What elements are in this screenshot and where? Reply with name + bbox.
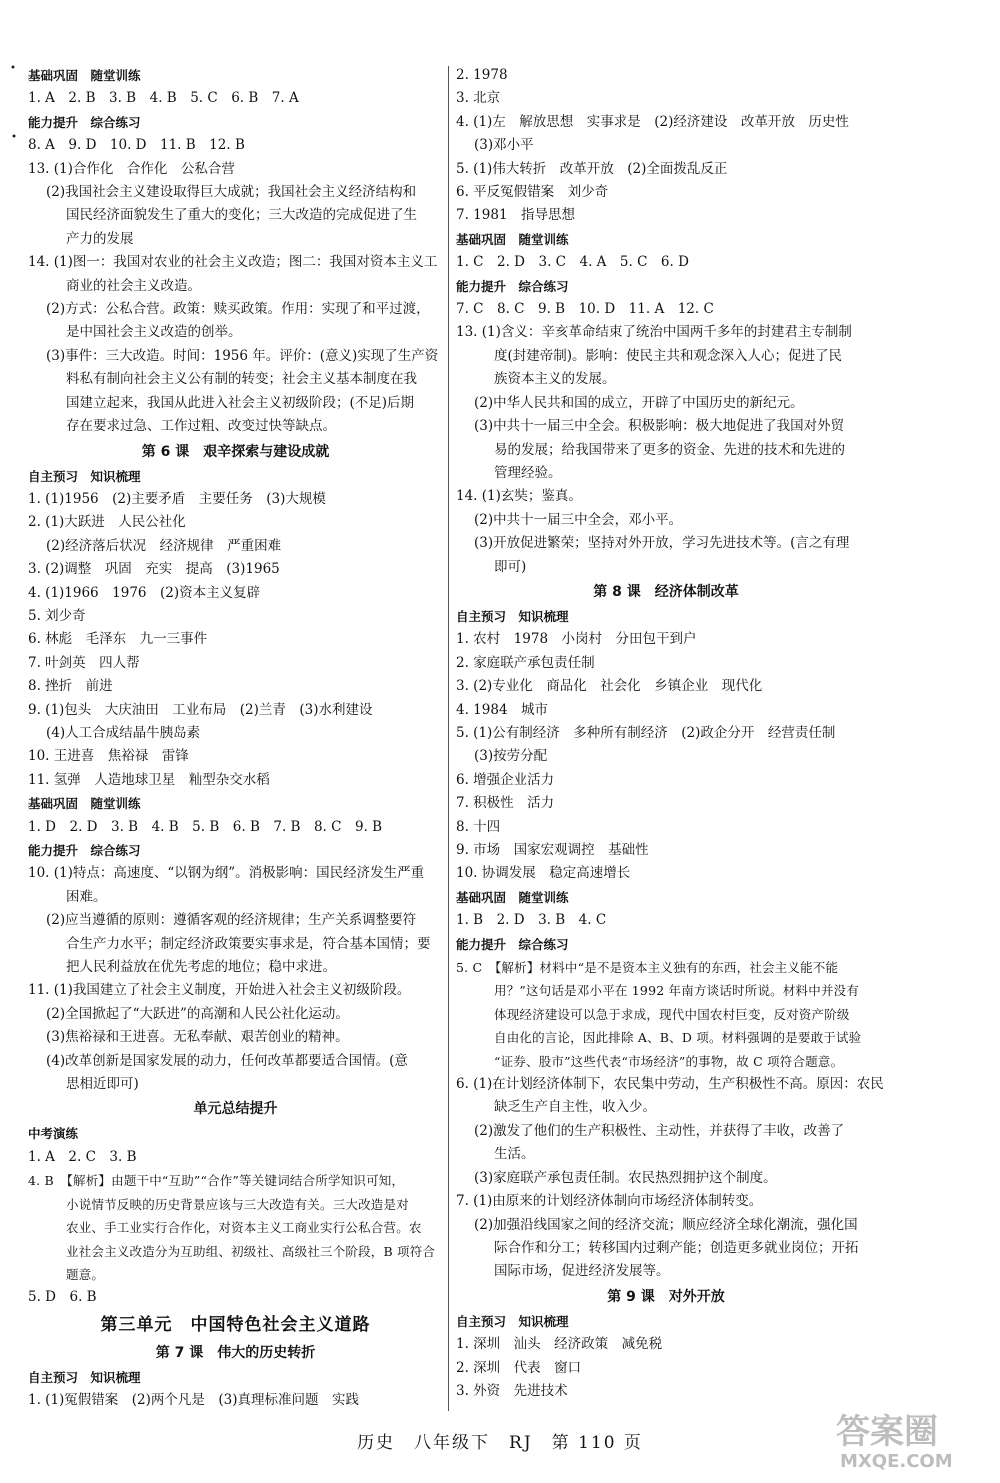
analysis-continuation: 用？”这句话是邓小平在 1992 年南方谈话时所说。材料中并没有	[494, 983, 860, 999]
answer-subline: (3)中共十一届三中全会。积极影响：极大地促进了我国对外贸	[474, 418, 845, 435]
answer-line: 1. C 2. D 3. C 4. A 5. C 6. D	[456, 254, 689, 271]
answer-line: 5. 刘少奇	[28, 607, 86, 624]
answer-continuation: 际合作和分工；转移国内过剩产能；创造更多就业岗位；开拓	[494, 1239, 859, 1256]
section-heading: 自主预习 知识梳理	[456, 608, 569, 624]
answer-continuation: 困难。	[66, 888, 107, 905]
answer-line: 5. D 6. B	[28, 1289, 97, 1306]
answer-line: 11. 氢弹 人造地球卫星 籼型杂交水稻	[28, 771, 270, 788]
answer-line: 11. (1)我国建立了社会主义制度，开始进入社会主义初级阶段。	[28, 982, 411, 999]
answer-line: 13. (1)合作化 合作化 公私合营	[28, 160, 235, 177]
section-heading: 基础巩固 随堂训练	[456, 231, 569, 247]
answer-line: 8. 十四	[456, 818, 501, 835]
answer-continuation: 存在要求过急、工作过粗、改变过快等缺点。	[66, 418, 336, 435]
answer-continuation: 国民经济面貌发生了重大的变化；三大改造的完成促进了生	[66, 207, 417, 224]
analysis-continuation: “证券、股市”这些代表“市场经济”的事物，故 C 项符合题意。	[494, 1053, 844, 1069]
svg-text:MXQE.COM: MXQE.COM	[840, 1451, 953, 1472]
analysis-continuation: 体现经济建设可以急于求成，现代中国农村巨变，反对资产阶级	[494, 1006, 850, 1022]
answer-line: 2. 1978	[456, 67, 508, 83]
answer-continuation: 国建立起来，我国从此进入社会主义初级阶段；(不足)后期	[66, 394, 415, 411]
answer-subline: (2)中华人民共和国的成立，开辟了中国历史的新纪元。	[474, 394, 804, 411]
answer-line: 2. 深圳 代表 窗口	[456, 1359, 582, 1376]
answer-line: 4. 1984 城市	[456, 701, 549, 718]
section-heading: 能力提升 综合练习	[456, 278, 569, 294]
page-footer: 历史 八年级下 RJ 第 110 页	[357, 1433, 643, 1453]
answer-line: 10. 王进喜 焦裕禄 雷锋	[28, 748, 189, 765]
answer-subline: (2)方式：公私合营。政策：赎买政策。作用：实现了和平过渡，	[46, 301, 430, 318]
answer-subline: (2)全国掀起了“大跃进”的高潮和人民公社化运动。	[46, 1005, 349, 1022]
answer-line: 14. (1)玄奘；鉴真。	[456, 488, 582, 505]
answer-subline: (2)加强沿线国家之间的经济交流；顺应经济全球化潮流，强化国	[474, 1216, 858, 1233]
section-heading: 自主预习 知识梳理	[456, 1313, 569, 1329]
answer-line: 6. 林彪 毛泽东 九一三事件	[28, 631, 208, 648]
answer-continuation: 把人民利益放在优先考虑的地位；稳中求进。	[66, 959, 336, 976]
answer-continuation: 合生产力水平；制定经济政策要实事求是，符合基本国情；要	[66, 935, 431, 952]
lesson-title: 第 8 课 经济体制改革	[593, 583, 739, 600]
answer-line: 2. 家庭联产承包责任制	[456, 654, 595, 671]
answer-subline: (2)应当遵循的原则：遵循客观的经济规律；生产关系调整要符	[46, 912, 417, 929]
answer-continuation: 易的发展；给我国带来了更多的资金、先进的技术和先进的	[494, 441, 845, 458]
lesson-title: 第 9 课 对外开放	[607, 1288, 725, 1305]
answer-continuation: 生活。	[494, 1146, 535, 1163]
answer-line: 6. 平反冤假错案 刘少奇	[456, 184, 609, 201]
section-heading: 能力提升 综合练习	[28, 114, 141, 130]
answer-continuation: 思相近即可)	[66, 1076, 139, 1093]
answer-line: 14. (1)图一：我国对农业的社会主义改造；图二：我国对资本主义工	[28, 254, 438, 271]
answer-subline: (2)经济落后状况 经济规律 严重困难	[46, 537, 282, 554]
answer-line: 1. D 2. D 3. B 4. B 5. B 6. B 7. B 8. C 9. B	[28, 818, 383, 835]
answer-line: 5. (1)伟大转折 改革开放 (2)全面拨乱反正	[456, 160, 728, 177]
answer-continuation: 度(封建帝制)。影响：使民主共和观念深入人心；促进了民	[494, 347, 843, 364]
answer-line: 1. B 2. D 3. B 4. C	[456, 912, 607, 929]
analysis-continuation: 题意。	[66, 1266, 105, 1282]
answer-line: 6. 增强企业活力	[456, 771, 555, 788]
answer-line: 3. (2)调整 巩固 充实 提高 (3)1965	[28, 561, 280, 578]
answer-subline: (4)改革创新是国家发展的动力，任何改革都要适合国情。(意	[46, 1052, 408, 1069]
section-heading: 自主预习 知识梳理	[28, 1369, 141, 1385]
left-column	[28, 64, 443, 1413]
unit-title: 第三单元 中国特色社会主义道路	[100, 1314, 371, 1335]
answer-line: 13. (1)含义：辛亥革命结束了统治中国两千多年的封建君主专制制	[456, 324, 852, 341]
answer-line: 7. 1981 指导思想	[456, 207, 576, 224]
answer-continuation: 产力的发展	[66, 230, 134, 247]
answer-subline: (4)人工合成结晶牛胰岛素	[46, 724, 201, 741]
answer-line: 4. (1)左 解放思想 实事求是 (2)经济建设 改革开放 历史性	[456, 113, 849, 130]
answer-line: 5. (1)公有制经济 多种所有制经济 (2)政企分开 经营责任制	[456, 724, 836, 741]
analysis-continuation: 小说情节反映的历史背景应该与三大改造有关。三大改造是对	[66, 1196, 409, 1212]
answer-line: 10. (1)特点：高速度、“以钢为纲”。消极影响：国民经济发生严重	[28, 865, 425, 882]
section-heading: 基础巩固 随堂训练	[28, 796, 141, 812]
answer-subline: (3)开放促进繁荣；坚持对外开放，学习先进技术等。(言之有理	[474, 535, 850, 552]
lesson-title: 单元总结提升	[193, 1101, 278, 1118]
section-heading: 中考演练	[28, 1126, 79, 1142]
answer-line: 4. (1)1966 1976 (2)资本主义复辟	[28, 584, 261, 601]
answer-continuation: 管理经验。	[494, 464, 562, 481]
answer-line: 1. 深圳 汕头 经济政策 减免税	[456, 1336, 663, 1353]
answer-continuation: 族资本主义的发展。	[494, 371, 616, 388]
answer-line: 1. (1)冤假错案 (2)两个凡是 (3)真理标准问题 实践	[28, 1392, 360, 1409]
answer-line: 9. (1)包头 大庆油田 工业布局 (2)兰青 (3)水利建设	[28, 701, 373, 718]
answer-continuation: 缺乏生产自主性，收入少。	[494, 1099, 656, 1116]
answer-line: 3. (2)专业化 商品化 社会化 乡镇企业 现代化	[456, 678, 763, 695]
answer-line: 8. A 9. D 10. D 11. B 12. B	[28, 137, 245, 154]
analysis-continuation: 业社会主义改造分为互助组、初级社、高级社三个阶段，B 项符合	[66, 1243, 436, 1259]
margin-marks	[10, 64, 18, 144]
answer-subline: (3)事件：三大改造。时间：1956 年。评价：(意义)实现了生产资	[46, 347, 439, 364]
answer-subline: (3)焦裕禄和王进喜。无私奉献、艰苦创业的精神。	[46, 1029, 349, 1046]
answer-line: 1. (1)1956 (2)主要矛盾 主要任务 (3)大规模	[28, 490, 326, 507]
lesson-title: 第 6 课 艰辛探索与建设成就	[141, 443, 330, 460]
answer-subline: (3)按劳分配	[474, 748, 548, 765]
answer-continuation: 国际市场，促进经济发展等。	[494, 1263, 670, 1280]
answer-continuation: 料私有制向社会主义公有制的转变；社会主义基本制度在我	[66, 371, 417, 388]
analysis-line: 5. C 【解析】材料中“是不是资本主义独有的东西，社会主义能不能	[456, 960, 839, 976]
answer-subline: (3)邓小平	[474, 137, 534, 154]
watermark-logo	[826, 1405, 986, 1475]
answer-line: 2. (1)大跃进 人民公社化	[28, 514, 186, 531]
answer-continuation: 是中国社会主义改造的创举。	[66, 324, 242, 341]
answer-line: 7. 积极性 活力	[456, 795, 555, 812]
answer-line: 3. 外资 先进技术	[456, 1382, 568, 1399]
answer-line: 8. 挫折 前进	[28, 678, 113, 695]
section-heading: 基础巩固 随堂训练	[28, 68, 141, 83]
svg-text:答案圈: 答案圈	[836, 1412, 938, 1452]
answer-subline: (2)中共十一届三中全会，邓小平。	[474, 511, 683, 528]
answer-subline: (2)我国社会主义建设取得巨大成就；我国社会主义经济结构和	[46, 184, 417, 201]
answer-line: 7. (1)由原来的计划经济体制向市场经济体制转变。	[456, 1193, 763, 1210]
section-heading: 能力提升 综合练习	[456, 936, 569, 952]
answer-line: 10. 协调发展 稳定高速增长	[456, 865, 631, 882]
answer-line: 7. C 8. C 9. B 10. D 11. A 12. C	[456, 301, 714, 318]
answer-line: 6. (1)在计划经济体制下，农民集中劳动，生产积极性不高。原因：农民	[456, 1076, 884, 1093]
section-heading: 自主预习 知识梳理	[28, 468, 141, 484]
answer-line: 7. 叶剑英 四人帮	[28, 654, 140, 671]
lesson-title: 第 7 课 伟大的历史转折	[155, 1344, 316, 1361]
section-heading: 能力提升 综合练习	[28, 843, 141, 858]
section-heading: 基础巩固 随堂训练	[456, 889, 569, 905]
answer-line: 1. A 2. B 3. B 4. B 5. C 6. B 7. A	[28, 90, 299, 107]
analysis-continuation: 自由化的言论，因此排除 A、B、D 项。材料强调的是要敢于试验	[494, 1030, 862, 1046]
answer-subline: (3)家庭联产承包责任制。农民热烈拥护这个制度。	[474, 1169, 777, 1186]
analysis-continuation: 农业、手工业实行合作化，对资本主义工商业实行公私合营。农	[66, 1220, 422, 1236]
answer-subline: (2)激发了他们的生产积极性、主动性，并获得了丰收，改善了	[474, 1122, 845, 1139]
answer-line: 1. 农村 1978 小岗村 分田包干到户	[456, 631, 697, 648]
answer-continuation: 即可)	[494, 558, 527, 575]
answer-continuation: 商业的社会主义改造。	[66, 277, 201, 294]
answer-line: 9. 市场 国家宏观调控 基础性	[456, 842, 649, 858]
answer-line: 3. 北京	[456, 90, 501, 107]
answer-line: 1. A 2. C 3. B	[28, 1148, 137, 1165]
column-divider	[448, 66, 449, 1411]
analysis-line: 4. B 【解析】由题干中“互助”“合作”等关键词结合所学知识可知，	[28, 1173, 405, 1189]
right-column	[456, 64, 884, 1403]
